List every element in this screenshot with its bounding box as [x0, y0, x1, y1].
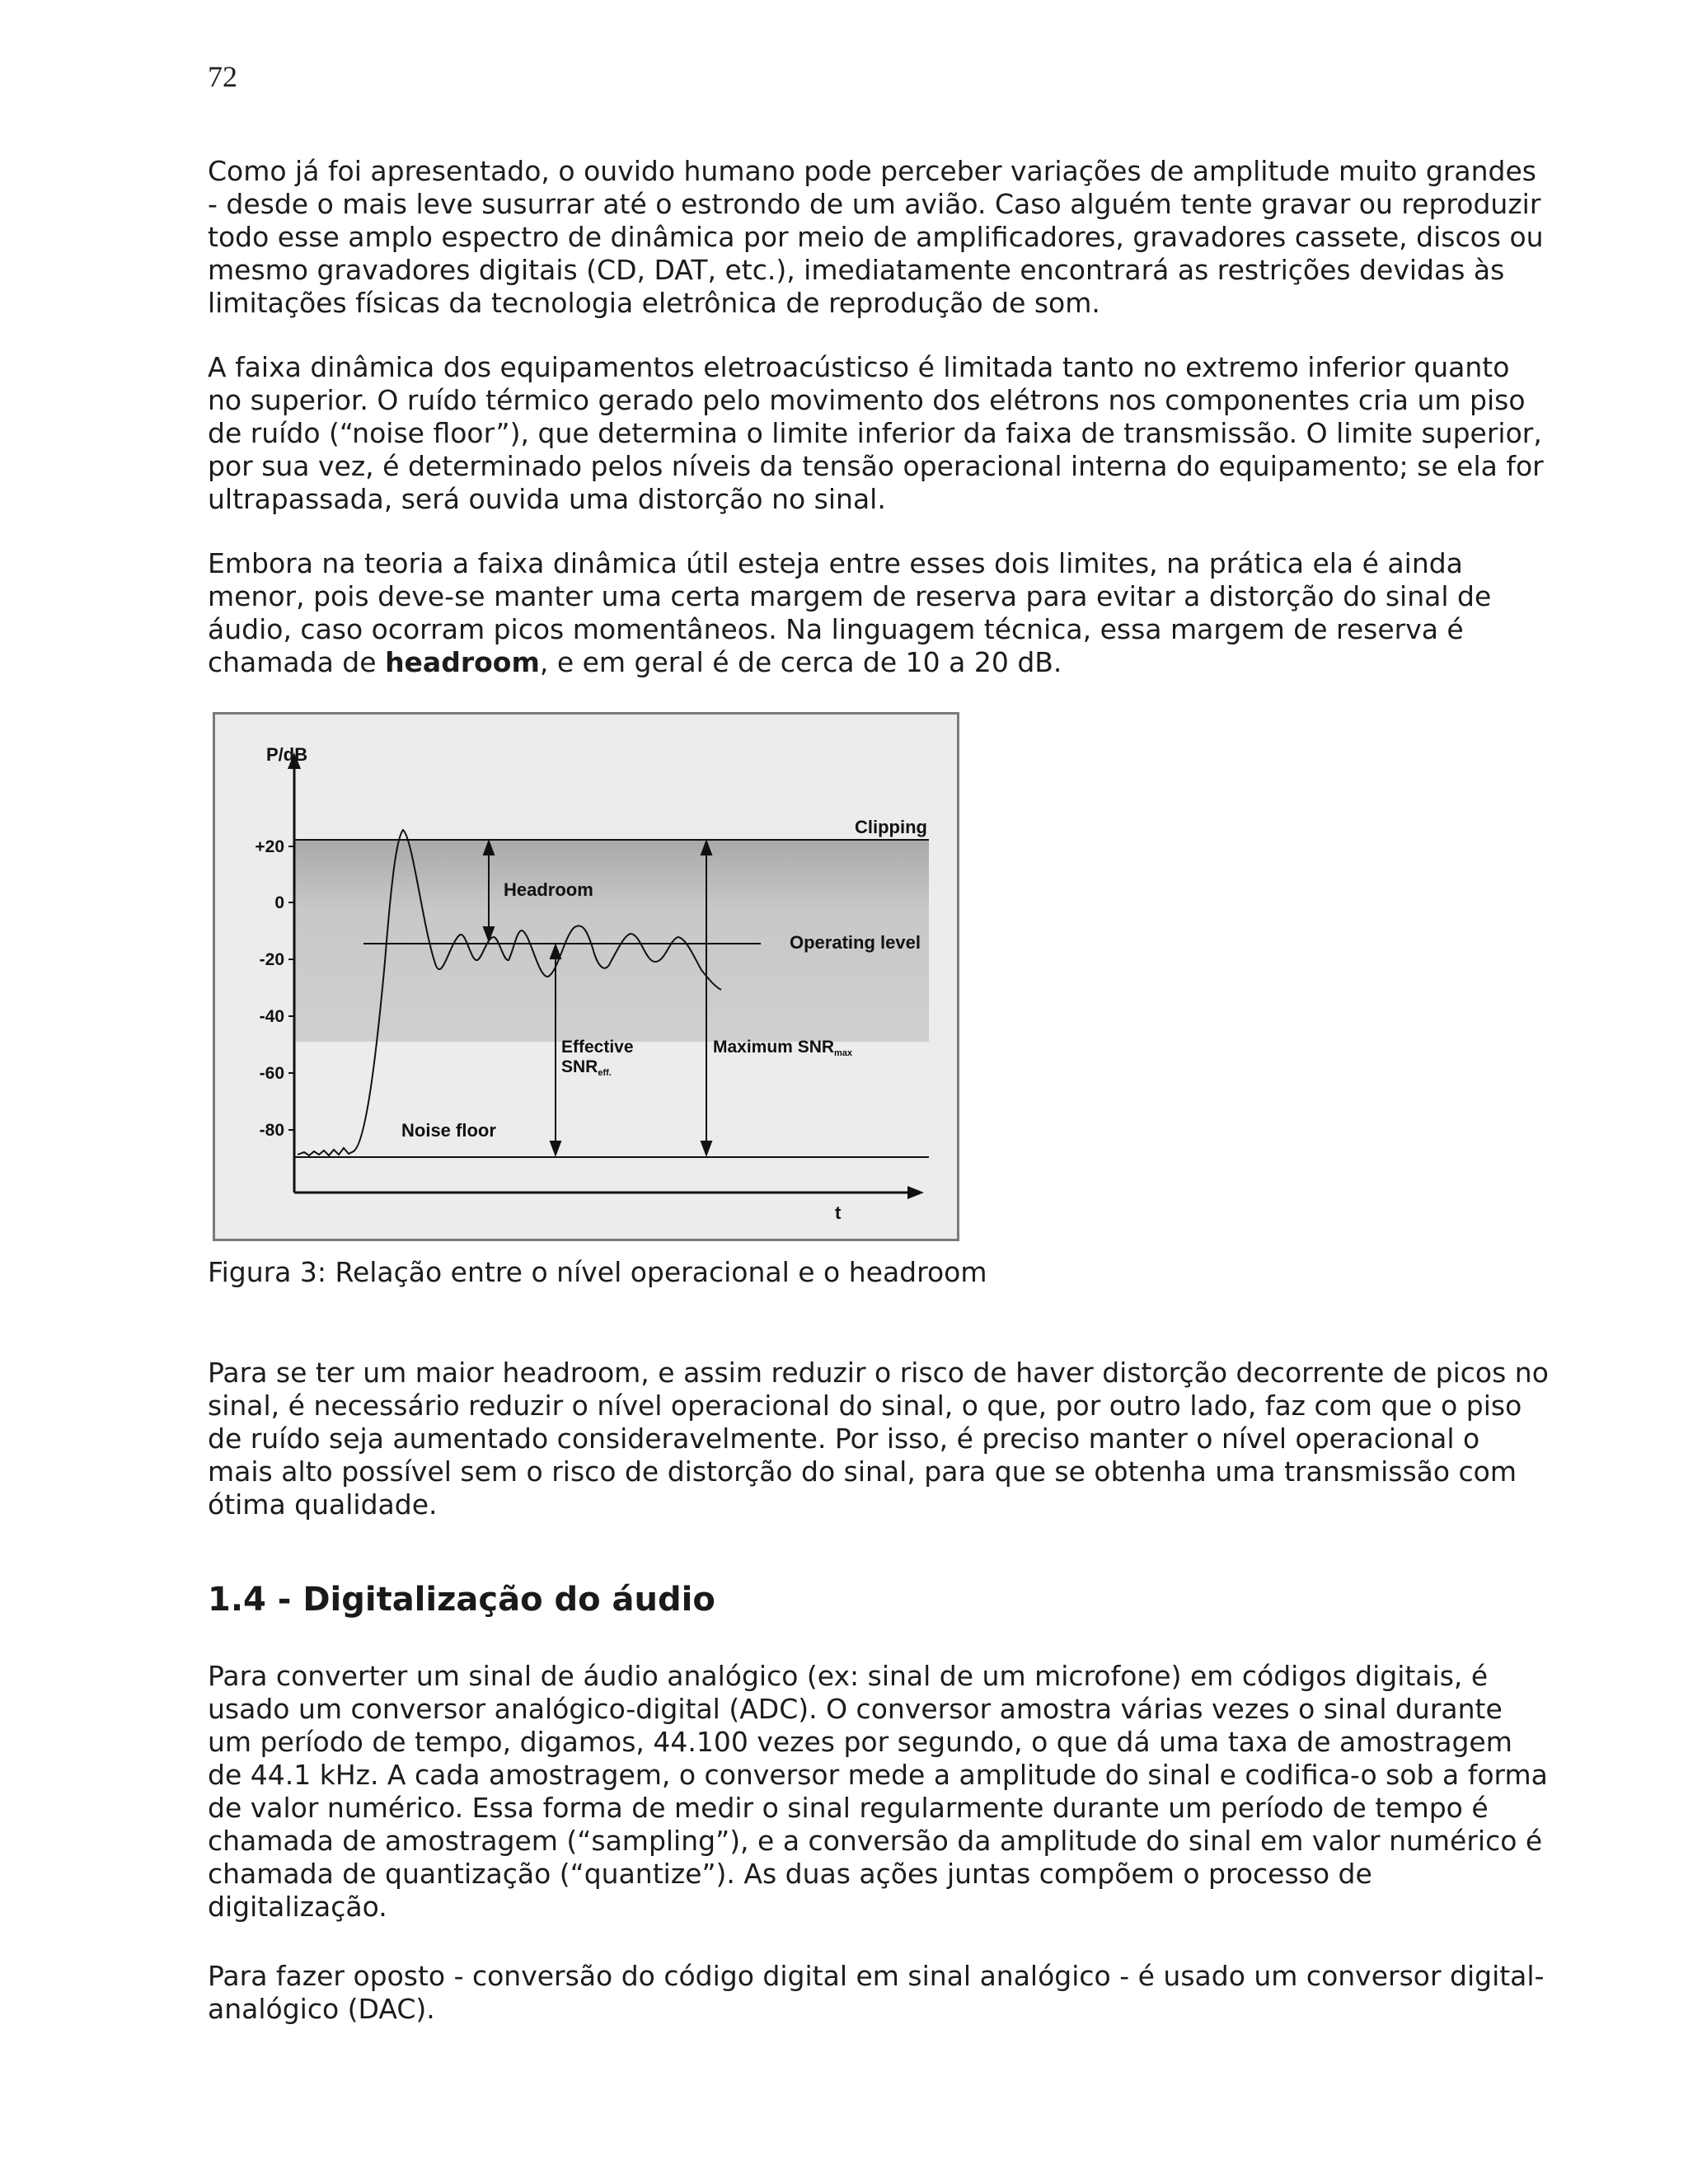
clipping-label: Clipping	[855, 817, 927, 837]
max-snr-main: Maximum SNR	[713, 1038, 835, 1057]
effective-snr-label-2	[561, 1057, 612, 1078]
y-tick-label: +20	[255, 837, 284, 856]
effective-snr-subscript: eff.	[598, 1068, 612, 1078]
y-tick-label: -80	[259, 1121, 284, 1140]
page-number: 72	[208, 60, 237, 93]
paragraph-headroom-text-1: Embora na teoria a faixa dinâmica útil esteja entre esses dois limites, na prática ela é ainda menor, pois deve-se manter uma certa margem de reserva para evitar a distorção do sinal de áudio, caso ocorram picos momentâneos. Na linguagem técnica, essa margem de reserva é chamada de	[208, 547, 1492, 678]
max-snr-subscript: max	[834, 1048, 853, 1058]
figure-caption: Figura 3: Relação entre o nível operacional e o headroom	[208, 1256, 987, 1288]
noise-floor-label: Noise floor	[401, 1120, 496, 1141]
effective-snr-label: Effective	[561, 1038, 634, 1057]
paragraph-headroom	[208, 547, 1551, 679]
paragraph-dynamic-range-limits: A faixa dinâmica dos equipamentos eletroacústicso é limitada tanto no extremo inferior quanto no superior. O ruído térmico gerado pelo movimento dos elétrons nos componentes cria um piso de ruído (“noise floor”), que determina o limite inferior da faixa de transmissão. O limite superior, por sua vez, é determinado pelos níveis da tensão operacional interna do equipamento; se ela for ultrapassada, será ouvida uma distorção no sinal.	[208, 351, 1544, 515]
max-snr-label	[713, 1038, 853, 1058]
paragraph-headroom-text-2: , e em geral é de cerca de 10 a 20 dB.	[539, 646, 1062, 678]
effective-snr-main: SNR	[561, 1057, 598, 1076]
y-tick-label: -20	[259, 950, 284, 969]
paragraph-dac: Para fazer oposto - conversão do código digital em sinal analógico - é usado um conversor digital-analógico (DAC).	[208, 1960, 1545, 2025]
section-heading: 1.4 - Digitalização do áudio	[208, 1581, 715, 1619]
headroom-figure	[213, 712, 959, 1241]
y-tick-label: 0	[274, 893, 284, 912]
y-tick-label: -60	[259, 1064, 284, 1083]
paragraph-operating-level: Para se ter um maior headroom, e assim reduzir o risco de haver distorção decorrente de picos no sinal, é necessário reduzir o nível operacional do sinal, o que, por outro lado, faz com que o piso de ruído seja aumentado consideravelmente. Por isso, é preciso manter o nível operacional o mais alto possível sem o risco de distorção do sinal, para que se obtenha uma transmissão com ótima qualidade.	[208, 1357, 1549, 1521]
y-axis-label: P/dB	[266, 744, 308, 765]
operating-level-label: Operating level	[790, 932, 921, 953]
paragraph-dynamic-range-intro: Como já foi apresentado, o ouvido humano pode perceber variações de amplitude muito grandes - desde o mais leve susurrar até o estrondo de um avião. Caso alguém tente gravar ou reproduzir todo esse amplo espectro de dinâmica por meio de amplificadores, gravadores cassete, discos ou mesmo gravadores digitais (CD, DAT, etc.), imediatamente encontrará as restrições devidas às limitações físicas da tecnologia eletrônica de reprodução de som.	[208, 155, 1544, 319]
headroom-term: headroom	[385, 646, 540, 678]
x-axis-arrow-icon	[907, 1186, 924, 1199]
headroom-label: Headroom	[504, 879, 593, 900]
paragraph-adc: Para converter um sinal de áudio analógico (ex: sinal de um microfone) em códigos digitais, é usado um conversor analógico-digital (ADC). O conversor amostra várias vezes o sinal durante um período de tempo, digamos, 44.100 vezes por segundo, o que dá uma taxa de amostragem de 44.1 kHz. A cada amostragem, o conversor mede a amplitude do sinal e codifica-o sob a forma de valor numérico. Essa forma de medir o sinal regularmente durante um período de tempo é chamada de amostragem (“sampling”), e a conversão da amplitude do sinal em valor numérico é chamada de quantização (“quantize”). As duas ações juntas compõem o processo de digitalização.	[208, 1660, 1548, 1923]
x-axis-label: t	[835, 1202, 842, 1223]
headroom-diagram	[215, 715, 957, 1239]
y-tick-label: -40	[259, 1007, 284, 1026]
